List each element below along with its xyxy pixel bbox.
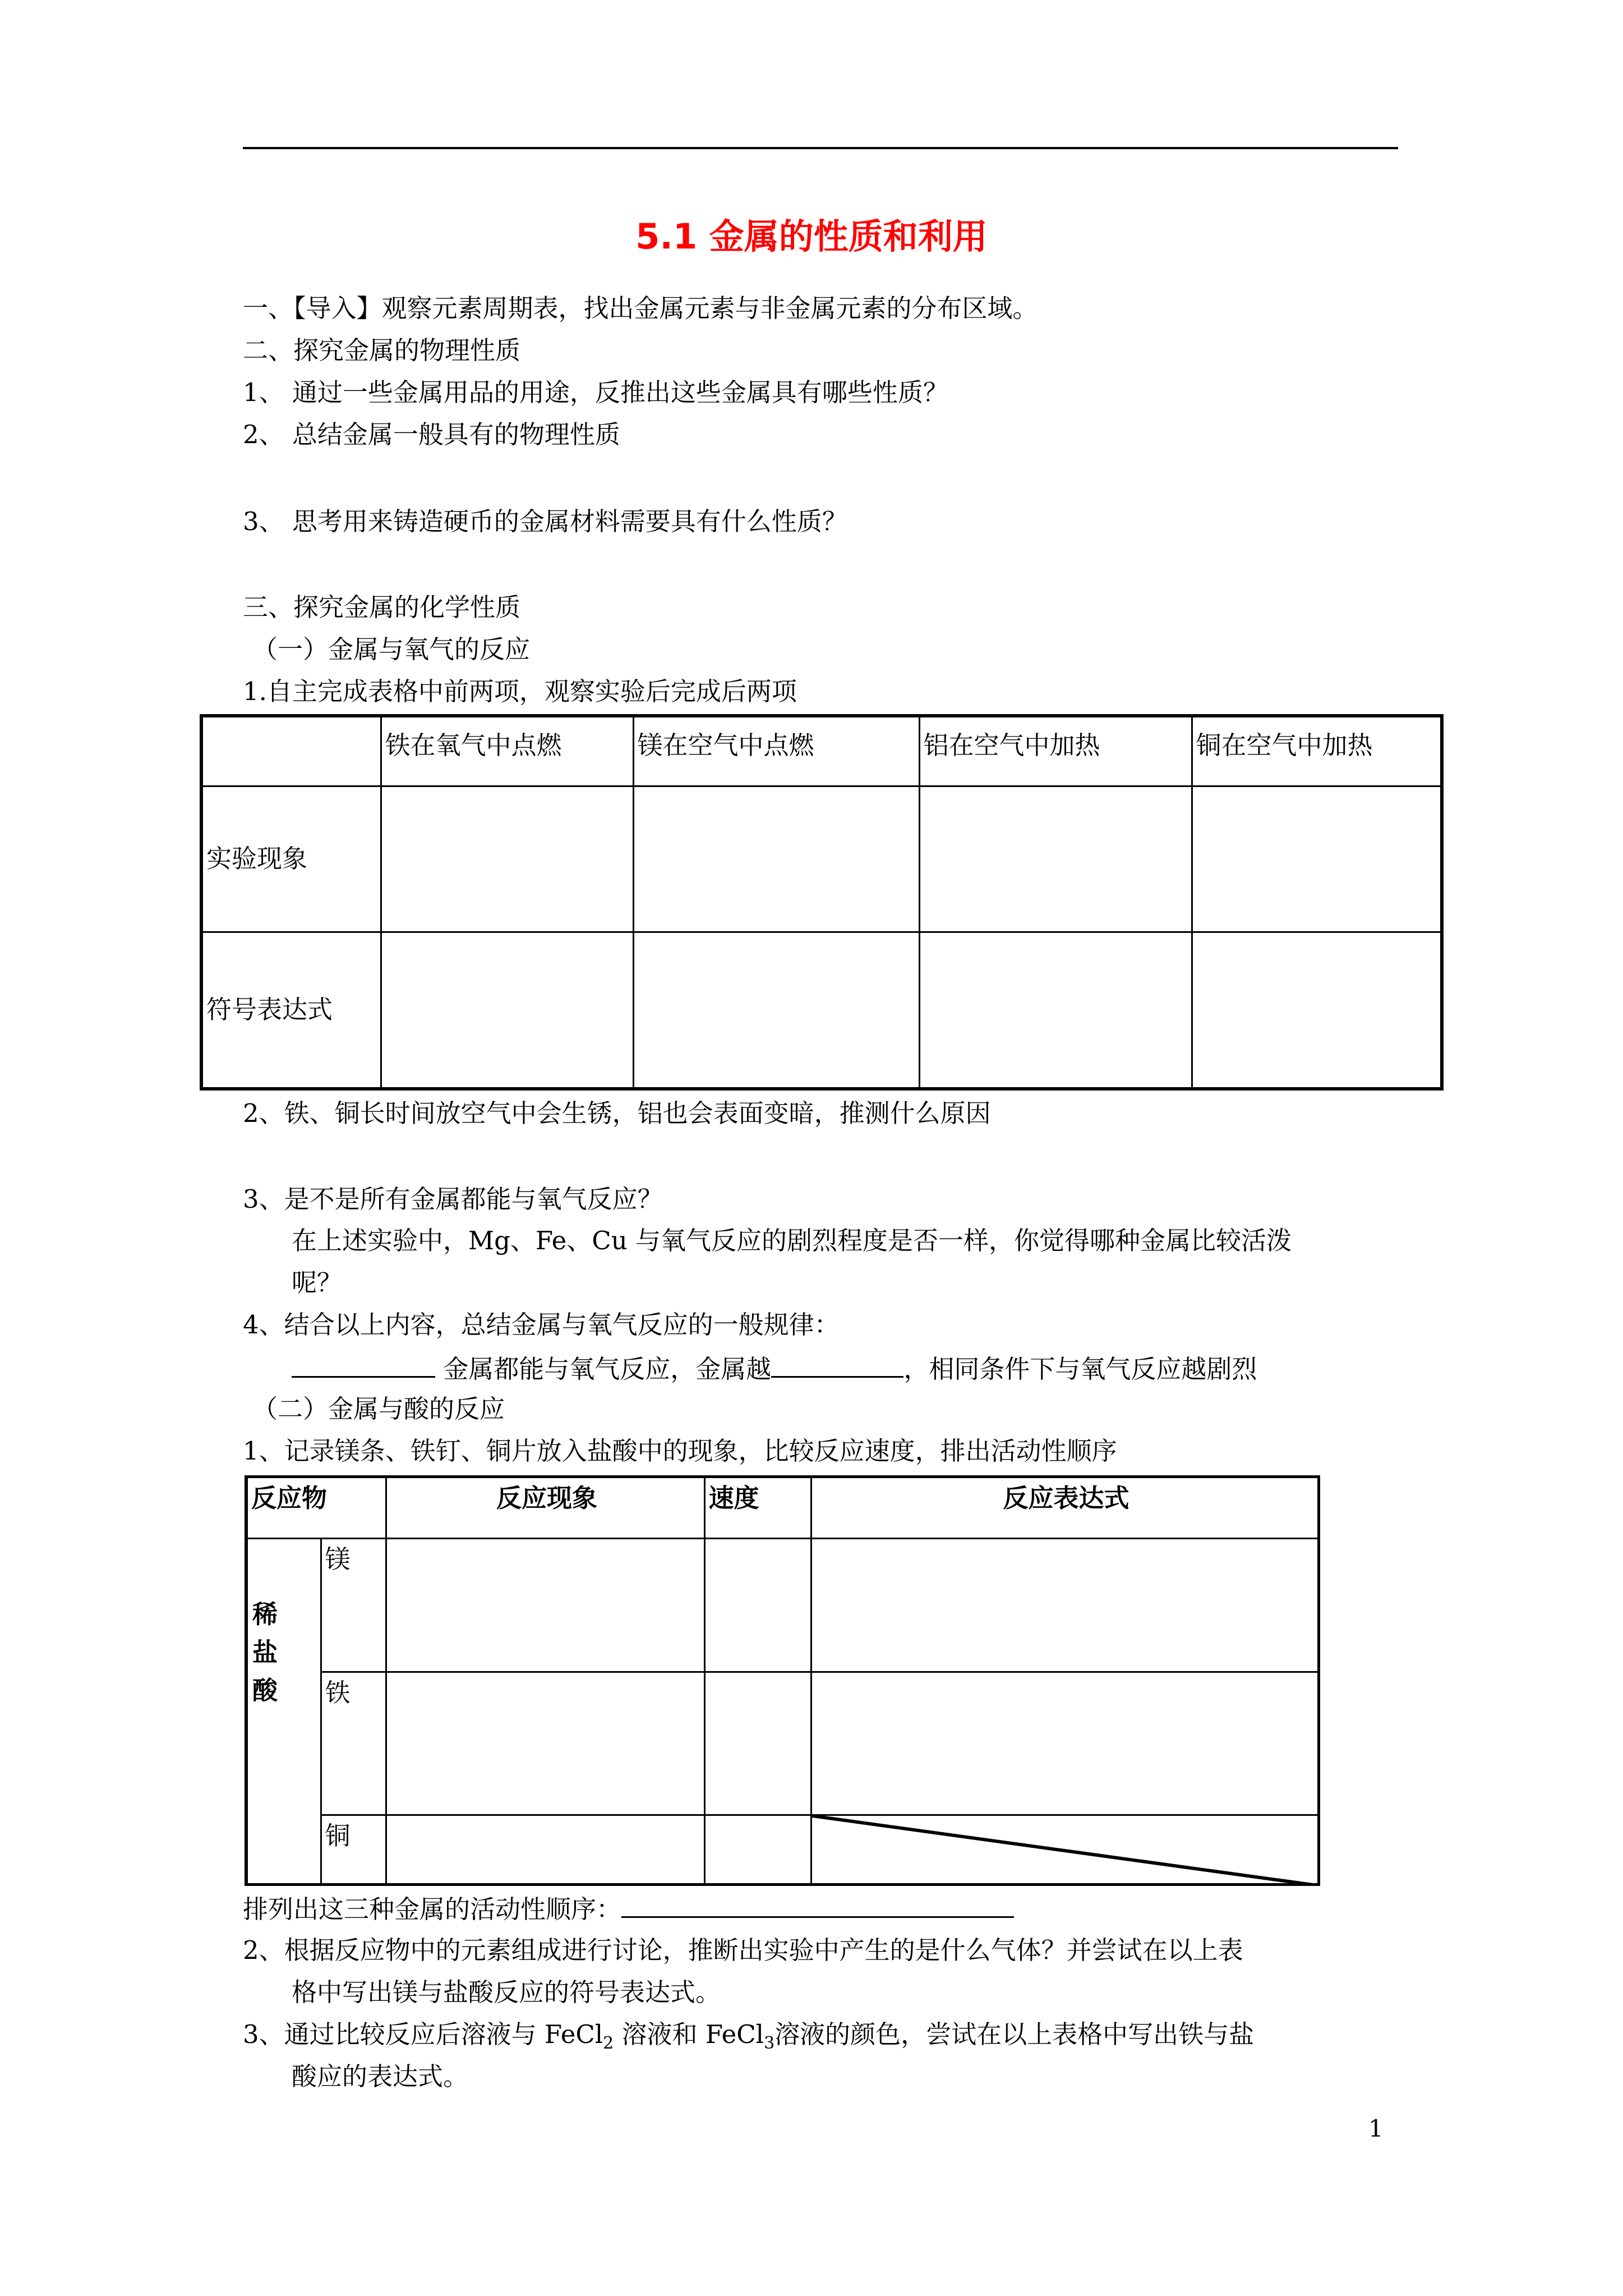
- section2-heading: 二、探究金属的物理性质: [243, 335, 521, 365]
- sub1-task: 1.自主完成表格中前两项，观察实验后完成后两项: [243, 677, 797, 706]
- fill-blank[interactable]: [292, 1350, 435, 1378]
- table2-cell[interactable]: [811, 1539, 1318, 1672]
- oxygen-reaction-table: [200, 714, 1444, 1091]
- section3-q4-fill: 金属都能与氧气反应，金属越 ，相同条件下与氧气反应越剧烈: [292, 1350, 1257, 1386]
- table2-cell[interactable]: [704, 1539, 811, 1672]
- header-rule: [243, 147, 1398, 149]
- table2-header-reactant: 反应物: [246, 1477, 386, 1539]
- table1-cell[interactable]: [633, 786, 919, 932]
- section2-q3: 3、 思考用来铸造硬币的金属材料需要具有什么性质？: [243, 507, 847, 536]
- metal-magnesium: 镁: [321, 1539, 386, 1672]
- table2-cell[interactable]: [704, 1815, 811, 1885]
- table2-crossed-cell: [811, 1815, 1318, 1885]
- sub2-heading: （二）金属与酸的反应: [252, 1394, 505, 1424]
- table1-row-equation: 符号表达式: [201, 932, 381, 1089]
- table2-cell[interactable]: [704, 1672, 811, 1815]
- table1-cell[interactable]: [1192, 786, 1442, 932]
- section3-q3-detail-2: 呢？: [292, 1268, 343, 1297]
- section3-q3: 3、是不是所有金属都能与氧气反应？: [243, 1184, 663, 1214]
- section3-sub2-q2-line1: 2、根据反应物中的元素组成进行讨论，推断出实验中产生的是什么气体？并尝试在以上表: [243, 1935, 1243, 1965]
- page-title: 5.1 金属的性质和利用: [635, 216, 988, 257]
- metal-iron: 铁: [321, 1672, 386, 1815]
- section3-q4: 4、结合以上内容，总结金属与氧气反应的一般规律：: [243, 1310, 840, 1340]
- table1-header-magnesium: 镁在空气中点燃: [633, 716, 919, 786]
- table2-cell[interactable]: [386, 1815, 704, 1885]
- table2-header-speed: 速度: [704, 1477, 811, 1539]
- sub1-heading: （一）金属与氧气的反应: [252, 634, 531, 664]
- order-blank[interactable]: [621, 1890, 1014, 1918]
- section3-q2: 2、铁、铜长时间放空气中会生锈，铝也会表面变暗，推测什么原因: [243, 1098, 991, 1128]
- table1-cell[interactable]: [633, 932, 919, 1089]
- table2-header-phenomenon: 反应现象: [386, 1477, 704, 1539]
- sub2-task: 1、记录镁条、铁钉、铜片放入盐酸中的现象，比较反应速度，排出活动性顺序: [243, 1436, 1117, 1466]
- fill-blank[interactable]: [771, 1350, 903, 1378]
- table1-cell[interactable]: [919, 932, 1192, 1089]
- acid-label: 稀 盐 酸: [246, 1539, 321, 1885]
- table1-header-aluminum: 铝在空气中加热: [919, 716, 1192, 786]
- table1-cell[interactable]: [381, 786, 633, 932]
- section3-sub2-q3-line2: 酸应的表达式。: [292, 2062, 469, 2091]
- diagonal-strike: [812, 1816, 1317, 1885]
- table2-header-equation: 反应表达式: [811, 1477, 1318, 1539]
- table1-header-copper: 铜在空气中加热: [1192, 716, 1442, 786]
- page-number: 1: [1368, 2115, 1384, 2142]
- table1-header-iron: 铁在氧气中点燃: [381, 716, 633, 786]
- section2-q2: 2、 总结金属一般具有的物理性质: [243, 420, 620, 449]
- section2-q1: 1、 通过一些金属用品的用途，反推出这些金属具有哪些性质？: [243, 378, 948, 407]
- table1-row-phenomenon: 实验现象: [201, 786, 381, 932]
- order-line: 排列出这三种金属的活动性顺序：: [243, 1890, 1014, 1926]
- acid-reaction-table: [245, 1475, 1320, 1886]
- table2-cell[interactable]: [386, 1539, 704, 1672]
- section3-q3-detail-1: 在上述实验中，Mg、Fe、Cu 与氧气反应的剧烈程度是否一样，你觉得哪种金属比较活泼: [292, 1226, 1292, 1255]
- section3-sub2-q3-line1: 3、通过比较反应后溶液与 FeCl$_2$ 溶液和 FeCl$_3$溶液的颜色，尝试在以上表格中写出铁与盐: [243, 2019, 1255, 2053]
- section3-heading: 三、探究金属的化学性质: [243, 592, 521, 622]
- table1-cell[interactable]: [1192, 932, 1442, 1089]
- table1-header-empty: [201, 716, 381, 786]
- intro-text: 一、【导入】观察元素周期表，找出金属元素与非金属元素的分布区域。: [243, 293, 1038, 323]
- table2-cell[interactable]: [811, 1672, 1318, 1815]
- table1-cell[interactable]: [381, 932, 633, 1089]
- section3-sub2-q2-line2: 格中写出镁与盐酸反应的符号表达式。: [292, 1977, 721, 2007]
- table1-cell[interactable]: [919, 786, 1192, 932]
- metal-copper: 铜: [321, 1815, 386, 1885]
- table2-cell[interactable]: [386, 1672, 704, 1815]
